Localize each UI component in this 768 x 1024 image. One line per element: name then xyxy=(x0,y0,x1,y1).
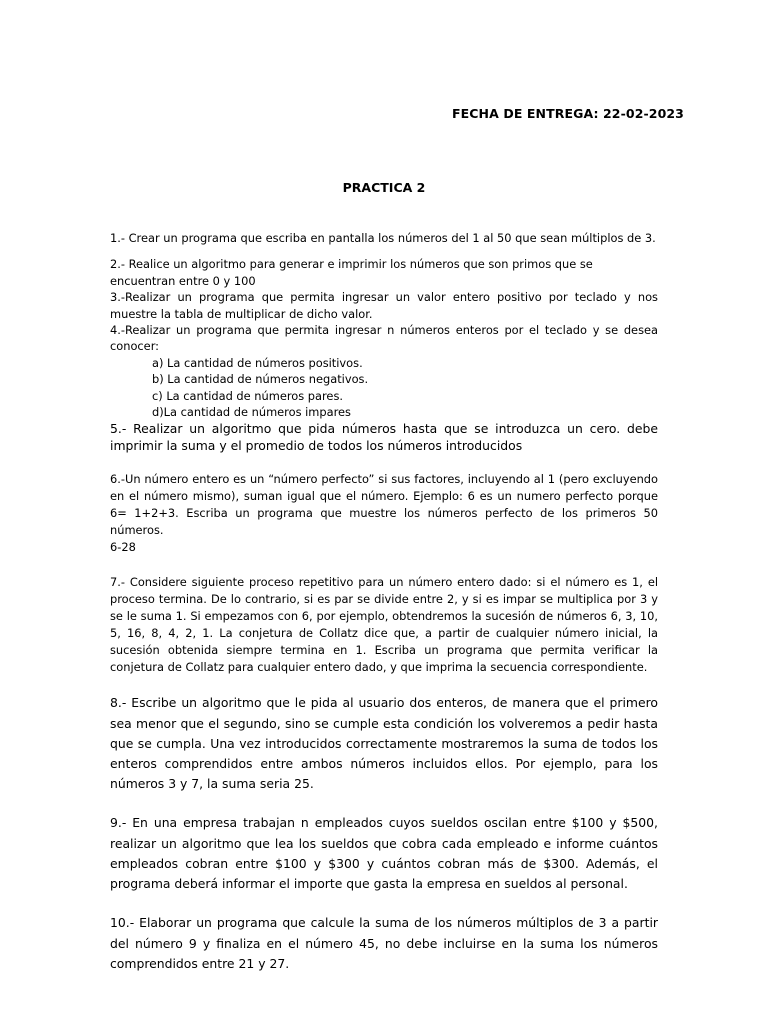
questions-list xyxy=(110,230,658,974)
question-2: 2.- Realice un algoritmo para generar e imprimir los números que son primos que se encuentran entre 0 y 100 xyxy=(110,257,593,288)
question-4-item-d: d)La cantidad de números impares xyxy=(152,405,351,420)
question-4-item-c: c) La cantidad de números pares. xyxy=(152,388,343,403)
question-5: 5.- Realizar un algoritmo que pida números hasta que se introduzca un cero. debe imprimir la suma y el promedio de todos los números introducidos xyxy=(110,421,658,454)
question-7: 7.- Considere siguiente proceso repetitivo para un número entero dado: si el número es 1, el proceso termina. De lo contrario, si es par se divide entre 2, y si es impar se multiplica por 3 y se le suma 1. Si empezamos con 6, por ejemplo, obtendremos la sucesión de números 6, 3, 10, 5, 16, 8, 4, 2, 1. La conjetura de Collatz dice que, a partir de cualquier número inicial, la sucesión obtenida siempre termina en 1. Escriba un programa que permita verificar la conjetura de Collatz para cualquier entero dado, y que imprima la secuencia correspondiente. xyxy=(110,575,658,675)
question-6: 6.-Un número entero es un “número perfecto” si sus factores, incluyendo al 1 (pero excluyendo en el número mismo), suman igual que el número. Ejemplo: 6 es un numero perfecto porque 6= 1+2+3. Escriba un programa que muestre los números perfecto de los primeros 50 números. xyxy=(110,472,658,538)
question-1: 1.- Crear un programa que escriba en pantalla los números del 1 al 50 que sean múltiplos de 3. xyxy=(110,231,656,245)
question-10: 10.- Elaborar un programa que calcule la suma de los números múltiplos de 3 a partir del número 9 y finaliza en el número 45, no debe incluirse en la suma los números comprendidos entre 21 y 27. xyxy=(110,915,658,971)
question-4-item-a: a) La cantidad de números positivos. xyxy=(152,355,363,370)
delivery-date: FECHA DE ENTREGA: 22-02-2023 xyxy=(452,106,684,121)
question-3: 3.-Realizar un programa que permita ingresar un valor entero positivo por teclado y nos muestre la tabla de multiplicar de dicho valor. xyxy=(110,290,658,321)
question-8: 8.- Escribe un algoritmo que le pida al usuario dos enteros, de manera que el primero sea menor que el segundo, sino se cumple esta condición los volveremos a pedir hasta que se cumpla. Una vez introducidos correctamente mostraremos la suma de todos los enteros comprendidos entre ambos números incluidos ellos. Por ejemplo, para los números 3 y 7, la suma seria 25. xyxy=(110,695,658,792)
question-9: 9.- En una empresa trabajan n empleados cuyos sueldos oscilan entre $100 y $500, realizar un algoritmo que lea los sueldos que cobra cada empleado e informe cuántos empleados cobran entre $100 y $300 y cuántos cobran más de $300. Además, el programa deberá informar el importe que gasta la empresa en sueldos al personal. xyxy=(110,815,658,892)
question-4: 4.-Realizar un programa que permita ingresar n números enteros por el teclado y se desea conocer: xyxy=(110,323,658,354)
question-4-item-b: b) La cantidad de números negativos. xyxy=(152,372,369,387)
page-title: PRACTICA 2 xyxy=(342,180,426,195)
question-6-note: 6-28 xyxy=(110,540,136,555)
